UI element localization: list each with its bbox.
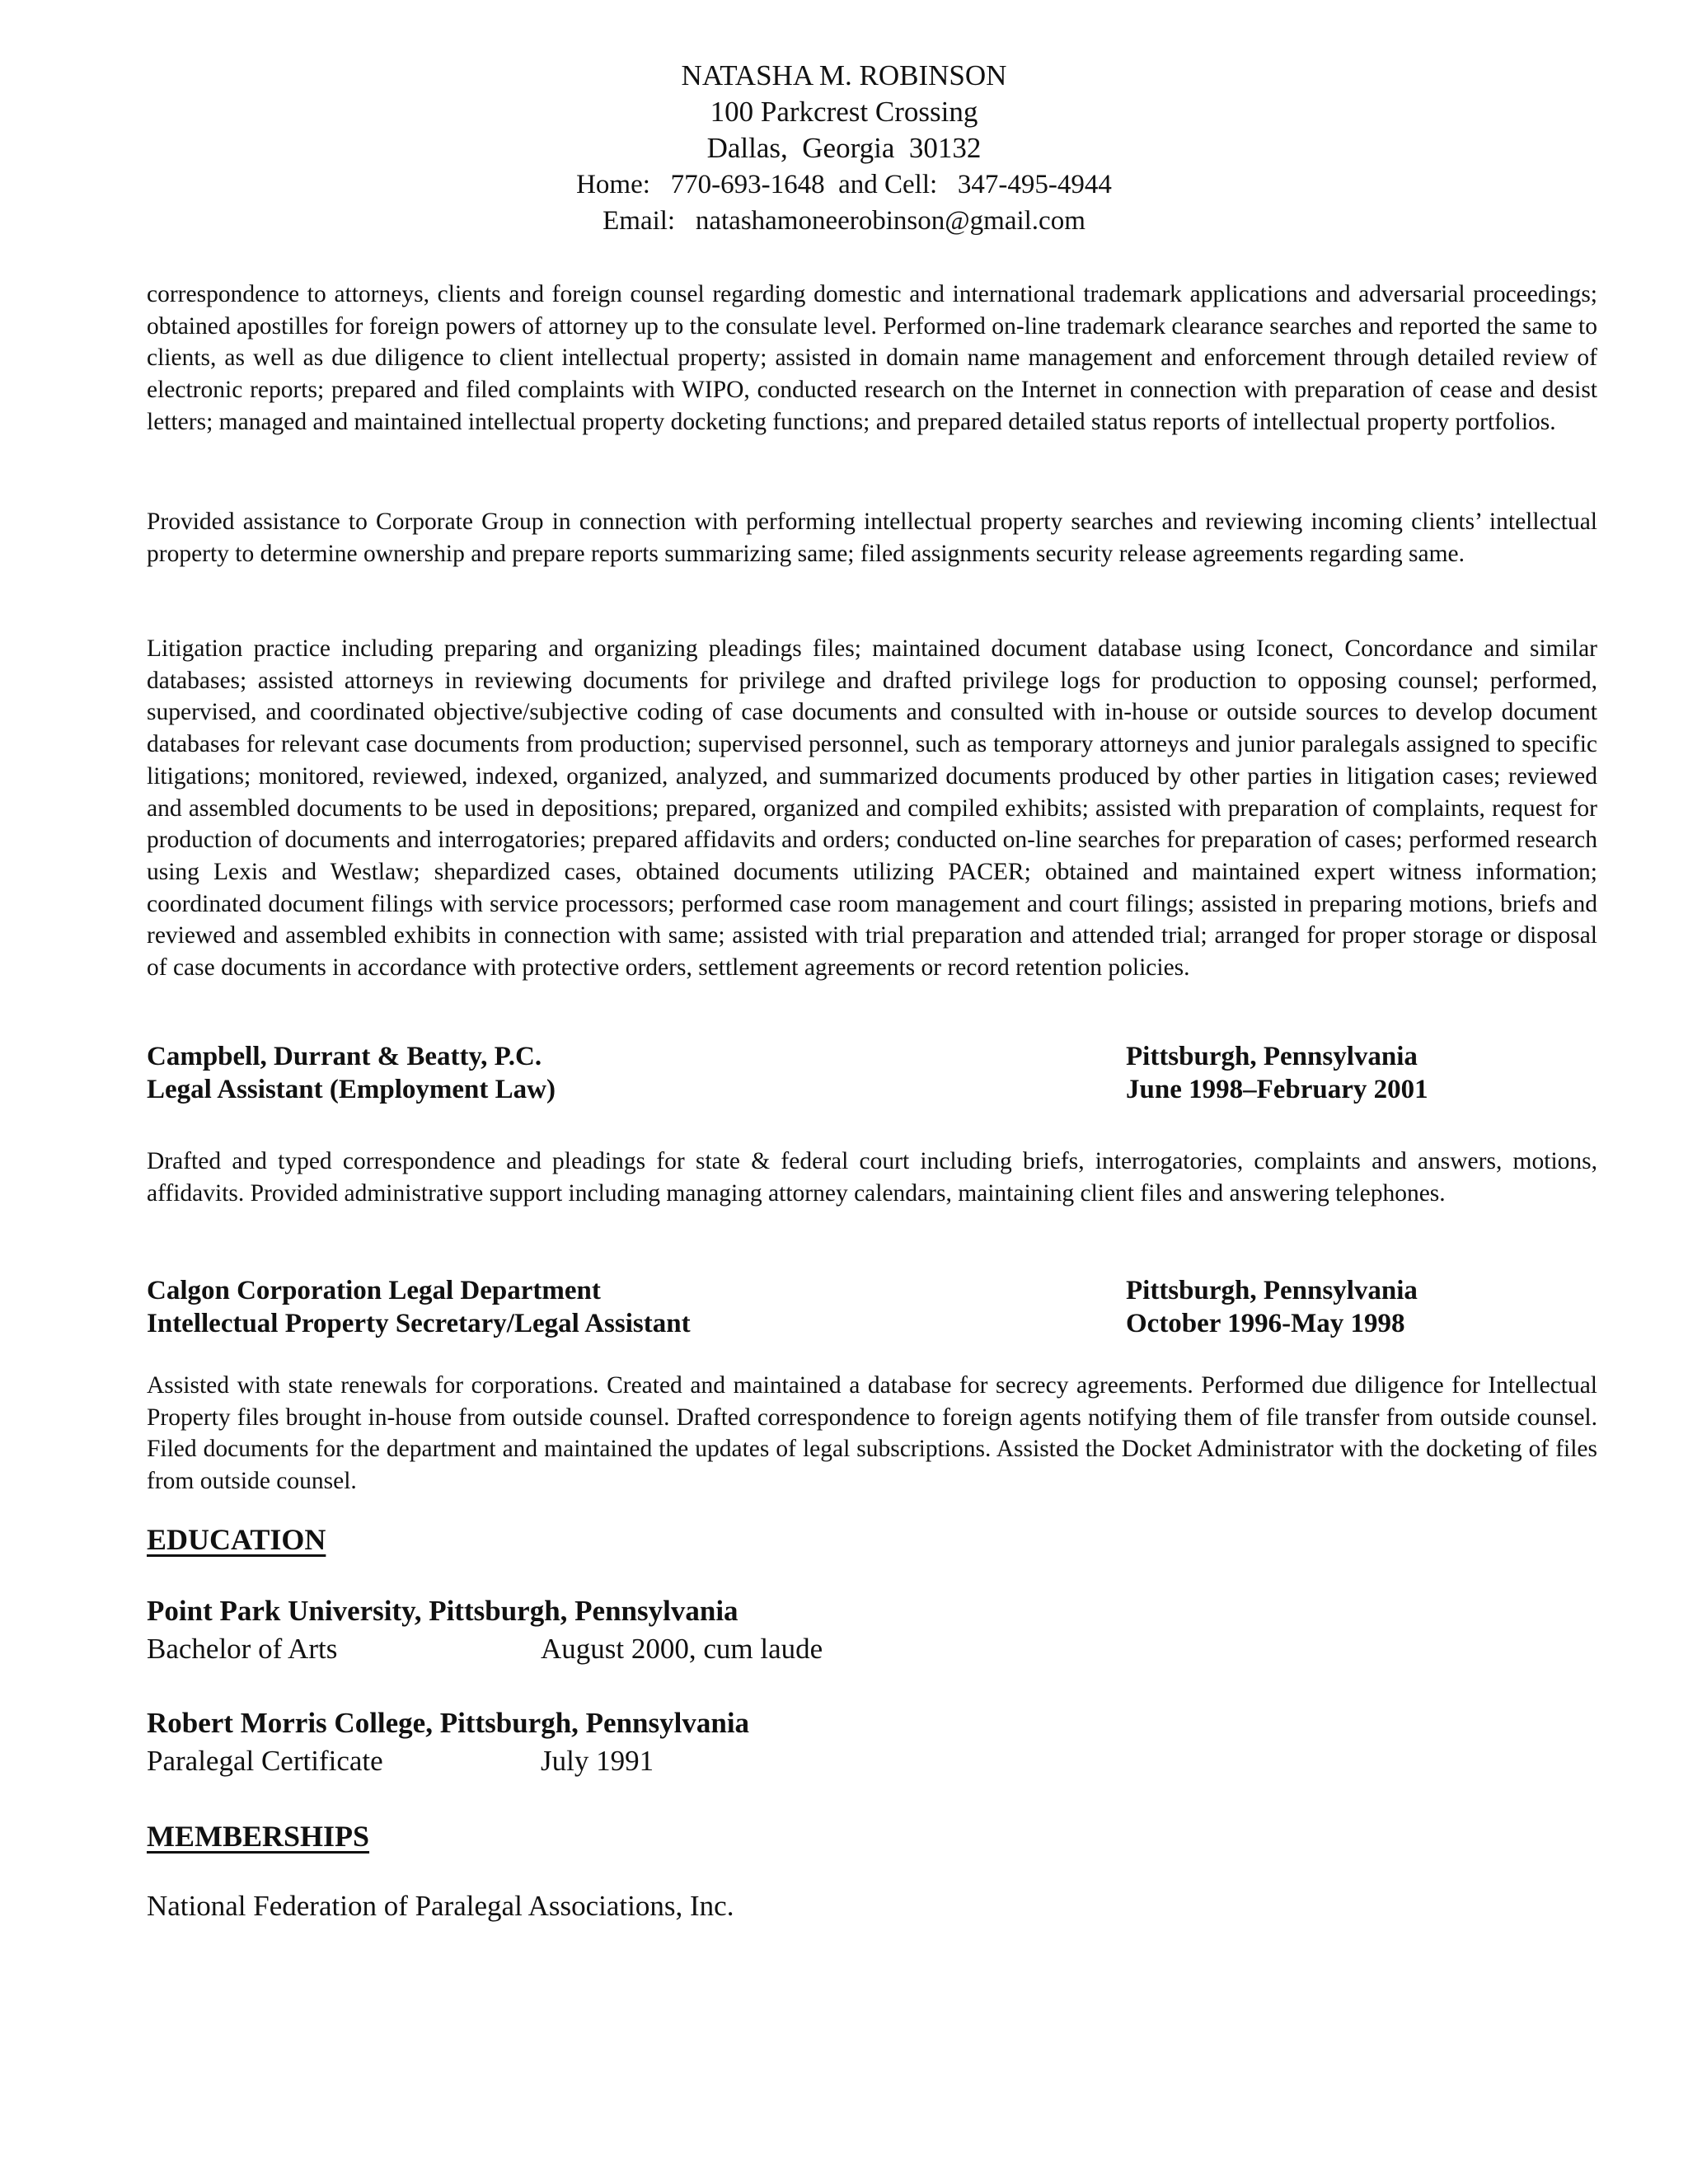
address-street: 100 Parkcrest Crossing (710, 96, 978, 128)
school-robert-morris (147, 1704, 749, 1780)
applicant-name: NATASHA M. ROBINSON (681, 59, 1007, 91)
job-heading-campbell (147, 1040, 1597, 1106)
school-name: Robert Morris College, Pittsburgh, Pennsylvania (147, 1707, 750, 1739)
employer-location: Pittsburgh, Pennsylvania (1126, 1276, 1418, 1305)
paragraph: correspondence to attorneys, clients and foreign counsel regarding domestic and international trademark applications and adversarial proceedings; obtained apostilles for foreign powers of attorney up to the consulate level. Performed on-line trademark clearance searches and reported the same to clients, as well as due diligence to client intellectual property; assisted in domain name management and enforcement through detailed review of electronic reports; prepared and filed complaints with WIPO, conducted research on the Internet in connection with preparation of cease and desist letters; managed and maintained intellectual property docketing functions; and prepared detailed status reports of intellectual property portfolios. (147, 281, 1597, 435)
job-dates: October 1996-May 1998 (1126, 1309, 1405, 1338)
job-title: Legal Assistant (Employment Law) (147, 1075, 556, 1104)
school-point-park (147, 1592, 823, 1668)
memberships-heading: MEMBERSHIPS (147, 1820, 370, 1853)
continued-experience-paragraph-1 (147, 279, 1597, 438)
degree-date: August 2000, cum laude (541, 1633, 823, 1665)
paragraph: Provided assistance to Corporate Group in connection with performing intellectual property searches and reviewing incoming clients’ intellectual property to determine ownership and prepare reports summarizing same; filed assignments security release agreements regarding same. (147, 509, 1597, 567)
job-description-calgon (147, 1370, 1597, 1497)
job-title: Intellectual Property Secretary/Legal Assistant (147, 1309, 691, 1338)
paragraph: Litigation practice including preparing and organizing pleadings files; maintained document database using Iconect, Concordance and similar databases; assisted attorneys in reviewing documents for privilege and drafted privilege logs for production to opposing counsel; performed, supervised, and coordinated objective/subjective coding of case documents and consulted with in-house or outside sources to develop document databases for relevant case documents from production; supervised personnel, such as temporary attorneys and junior paralegals assigned to specific litigations; monitored, reviewed, indexed, organized, analyzed, and summarized documents produced by other parties in litigation cases; reviewed and assembled documents to be used in depositions; prepared, organized and compiled exhibits; assisted with preparation of complaints, request for production of documents and interrogatories; prepared affidavits and orders; conducted on-line searches for preparation of cases; performed research using Lexis and Westlaw; shepardized cases, obtained documents utilizing PACER; obtained and maintained expert witness information; coordinated document filings with service processors; performed case room management and court filings; assisted in preparing motions, briefs and reviewed and assembled exhibits in connection with same; assisted with trial preparation and attended trial; arranged for proper storage or disposal of case documents in accordance with protective orders, settlement agreements or record retention policies. (147, 635, 1597, 982)
education-heading: EDUCATION (147, 1523, 326, 1556)
employer-name: Campbell, Durrant & Beatty, P.C. (147, 1042, 542, 1071)
paragraph: Assisted with state renewals for corporations. Created and maintained a database for secrecy agreements. Performed due diligence for Intellectual Property files brought in-house from outside counsel. Drafted correspondence to foreign agents notifying them of file transfer from outside counsel. Filed documents for the department and maintained the updates of legal subscriptions. Assisted the Docket Administrator with the docketing of files from outside counsel. (147, 1372, 1597, 1495)
employer-location: Pittsburgh, Pennsylvania (1126, 1042, 1418, 1071)
degree-date: July 1991 (541, 1745, 654, 1777)
job-description-campbell (147, 1146, 1597, 1209)
address-city: Dallas, Georgia 30132 (706, 132, 982, 164)
email-address: Email: natashamoneerobinson@gmail.com (603, 206, 1085, 236)
continued-experience-paragraph-3 (147, 633, 1597, 984)
contact-header (0, 58, 1688, 239)
degree: Bachelor of Arts (147, 1633, 338, 1665)
school-name: Point Park University, Pittsburgh, Pennsylvania (147, 1595, 738, 1627)
paragraph: Drafted and typed correspondence and pleadings for state & federal court including briefs, interrogatories, complaints and answers, motions, affidavits. Provided administrative support including managing attorney calendars, maintaining client files and answering telephones. (147, 1148, 1597, 1207)
job-dates: June 1998–February 2001 (1126, 1075, 1428, 1104)
degree: Paralegal Certificate (147, 1745, 383, 1777)
job-heading-calgon (147, 1274, 1597, 1340)
continued-experience-paragraph-2 (147, 506, 1597, 569)
membership-item: National Federation of Paralegal Associations, Inc. (147, 1890, 734, 1922)
phone-numbers: Home: 770-693-1648 and Cell: 347-495-4944 (576, 170, 1112, 199)
employer-name: Calgon Corporation Legal Department (147, 1276, 601, 1305)
